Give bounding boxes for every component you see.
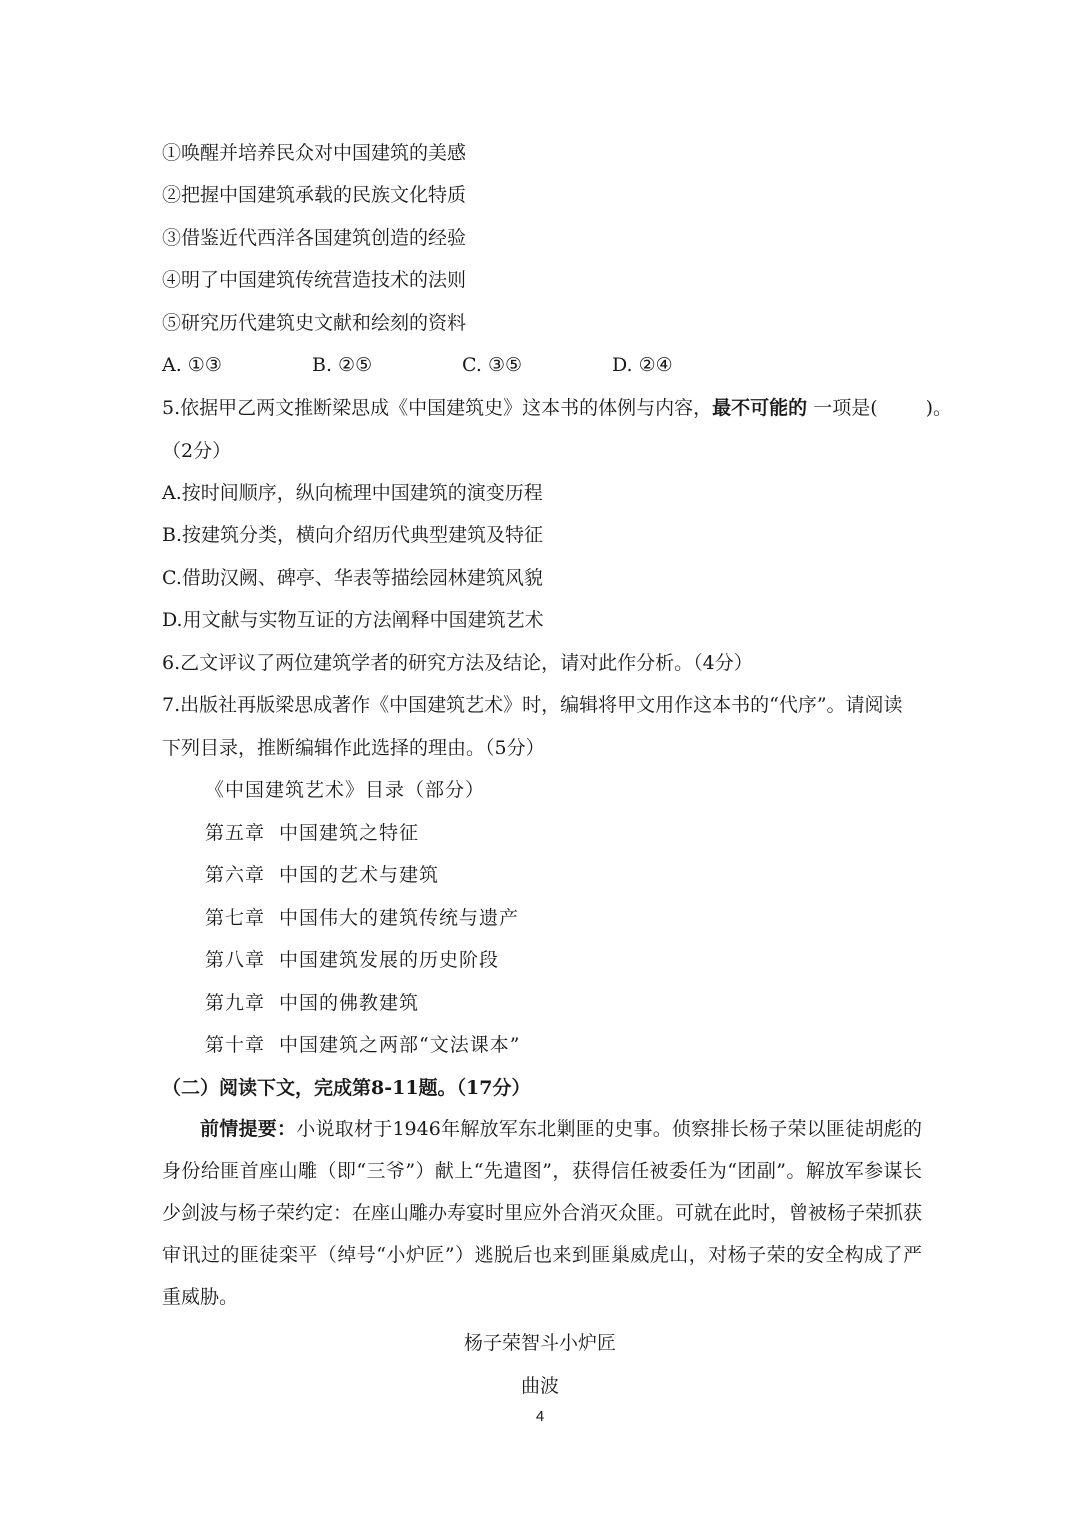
toc-chapter: 第五章 <box>205 822 266 844</box>
q5-option-a: A.按时间顺序，纵向梳理中国建筑的演变历程 <box>162 482 543 504</box>
q4-option-d: D. ②④ <box>612 354 673 376</box>
toc-chapter: 第十章 <box>205 1034 266 1056</box>
choice-3: ③借鉴近代西洋各国建筑创造的经验 <box>162 227 467 249</box>
preface-label: 前情提要： <box>200 1118 297 1140</box>
toc-item <box>205 947 499 973</box>
q5-prefix: 5.依据甲乙两文推断梁思成《中国建筑史》这本书的体例与内容， <box>162 397 713 419</box>
story-title: 杨子荣智斗小炉匠 <box>463 1332 616 1354</box>
q5-suffix: 一项是( <box>807 397 878 419</box>
q4-option-c: C. ③⑤ <box>462 354 523 376</box>
q5-option-c: C.借助汉阙、碑亭、华表等描绘园林建筑风貌 <box>162 567 543 589</box>
toc-chapter: 第八章 <box>205 949 266 971</box>
choice-1: ①唤醒并培养民众对中国建筑的美感 <box>162 142 467 164</box>
story-author: 曲波 <box>520 1375 559 1397</box>
q7-line1: 7.出版社再版梁思成著作《中国建筑艺术》时，编辑将甲文用作这本书的“代序”。请阅读 <box>162 694 903 716</box>
toc-chapter-title: 中国伟大的建筑传统与遗产 <box>279 907 520 929</box>
toc-item <box>205 905 519 931</box>
toc-chapter: 第六章 <box>205 864 266 886</box>
toc-chapter: 第七章 <box>205 907 266 929</box>
choice-2: ②把握中国建筑承载的民族文化特质 <box>162 184 467 206</box>
toc-item <box>205 1032 520 1058</box>
preface-paragraph <box>162 1108 922 1318</box>
toc-title: 《中国建筑艺术》目录（部分） <box>205 779 486 801</box>
page-number: 4 <box>535 1408 545 1425</box>
toc-chapter-title: 中国的艺术与建筑 <box>279 864 440 886</box>
q5-stem <box>162 395 952 421</box>
q4-option-b: B. ②⑤ <box>312 354 373 376</box>
toc-item <box>205 820 419 846</box>
q5-close: )。 <box>925 397 953 419</box>
q4-options <box>162 352 673 378</box>
toc-chapter: 第九章 <box>205 992 266 1014</box>
toc-item <box>205 990 419 1016</box>
toc-chapter-title: 中国建筑之特征 <box>279 822 420 844</box>
q5-option-b: B.按建筑分类，横向介绍历代典型建筑及特征 <box>162 524 544 546</box>
q4-option-a: A. ①③ <box>162 354 222 376</box>
choice-4: ④明了中国建筑传统营造技术的法则 <box>162 269 467 291</box>
toc-chapter-title: 中国的佛教建筑 <box>279 992 420 1014</box>
choice-5: ⑤研究历代建筑史文献和绘刻的资料 <box>162 312 467 334</box>
q5-option-d: D.用文献与实物互证的方法阐释中国建筑艺术 <box>162 609 544 631</box>
q5-emphasis: 最不可能的 <box>712 397 808 419</box>
q6: 6.乙文评议了两位建筑学者的研究方法及结论，请对此作分析。（4分） <box>162 652 753 674</box>
q7-line2: 下列目录，推断编辑作此选择的理由。（5分） <box>162 737 545 759</box>
preface-text: 小说取材于1946年解放军东北剿匪的史事。侦察排长杨子荣以匪徒胡彪的身份给匪首座山雕（即“三爷”）献上“先遣图”，获得信任被委任为“团副”。解放军参谋长少剑波与杨子荣约定：在座山雕办寿宴时里应外合消灭众匪。可就在此时，曾被杨子荣抓获审讯过的匪徒栾平（绰号“小炉匠”）逃脱后也来到匪巢威虎山，对杨子荣的安全构成了严重威胁。 <box>162 1118 923 1308</box>
section-heading: （二）阅读下文，完成第8-11题。（17分） <box>162 1077 531 1099</box>
toc-chapter-title: 中国建筑发展的历史阶段 <box>279 949 500 971</box>
toc-chapter-title: 中国建筑之两部“文法课本” <box>279 1034 521 1056</box>
q5-score: （2分） <box>162 440 232 462</box>
toc-item <box>205 862 439 888</box>
